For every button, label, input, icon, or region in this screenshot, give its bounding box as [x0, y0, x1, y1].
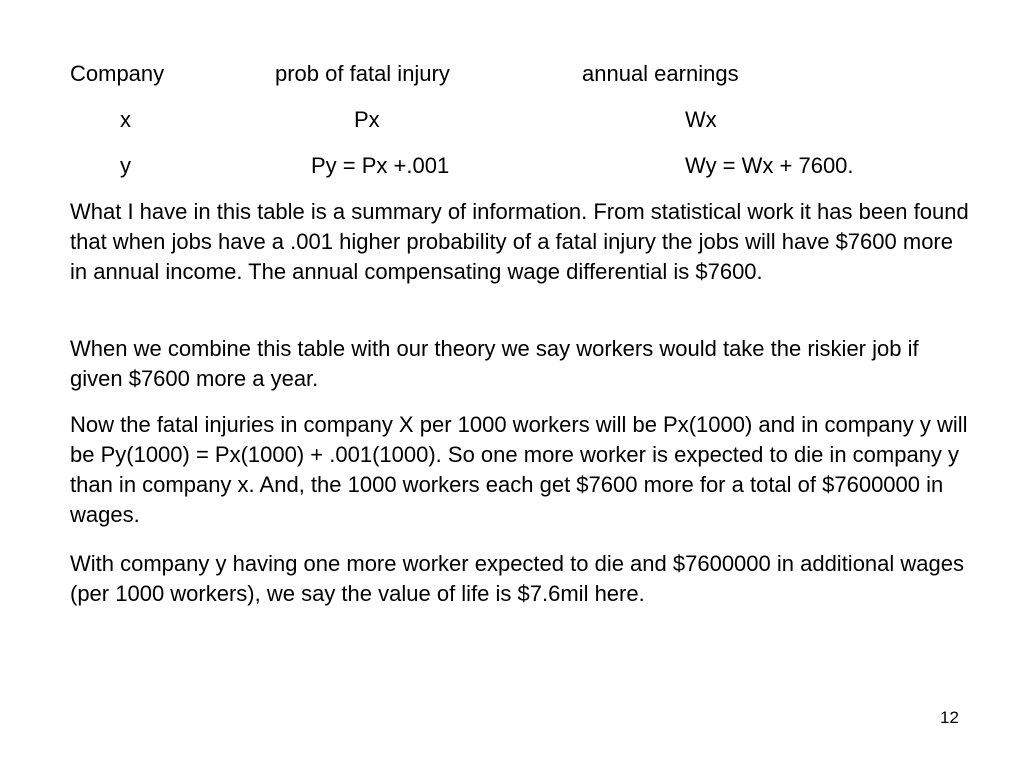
row-x-company: x — [120, 107, 131, 132]
paragraph-summary: What I have in this table is a summary of information. From statistical work it has been found that when jobs have a .001 higher probability of a fatal injury the jobs will have $7600 more in annual income. The annual compensating wage differential is $7600. — [70, 199, 969, 284]
row-x-prob: Px — [354, 107, 380, 132]
row-y-prob: Py = Px +.001 — [311, 153, 450, 178]
header-prob-fatal-injury: prob of fatal injury — [275, 61, 450, 86]
header-annual-earnings: annual earnings — [582, 61, 739, 86]
table-row — [0, 153, 1024, 179]
paragraph-fatal-injuries: Now the fatal injuries in company X per 1000 workers will be Px(1000) and in company y will be Py(1000) = Px(1000) + .001(1000). So one more worker is expected to die in company y than in company x. And, the 1000 workers each get $7600 more for a total of $7600000 in wages. — [70, 412, 968, 527]
paragraph-value-of-life: With company y having one more worker expected to die and $7600000 in additional wages (per 1000 workers), we say the value of life is $7.6mil here. — [70, 551, 964, 606]
row-y-earnings: Wy = Wx + 7600. — [685, 153, 854, 178]
row-x-earnings: Wx — [685, 107, 717, 132]
row-y-company: y — [120, 153, 131, 178]
page-number: 12 — [940, 708, 959, 727]
table-header-row — [0, 61, 1024, 87]
table-row — [0, 107, 1024, 133]
paragraph-theory: When we combine this table with our theory we say workers would take the riskier job if given $7600 more a year. — [70, 336, 919, 391]
header-company: Company — [70, 61, 165, 86]
